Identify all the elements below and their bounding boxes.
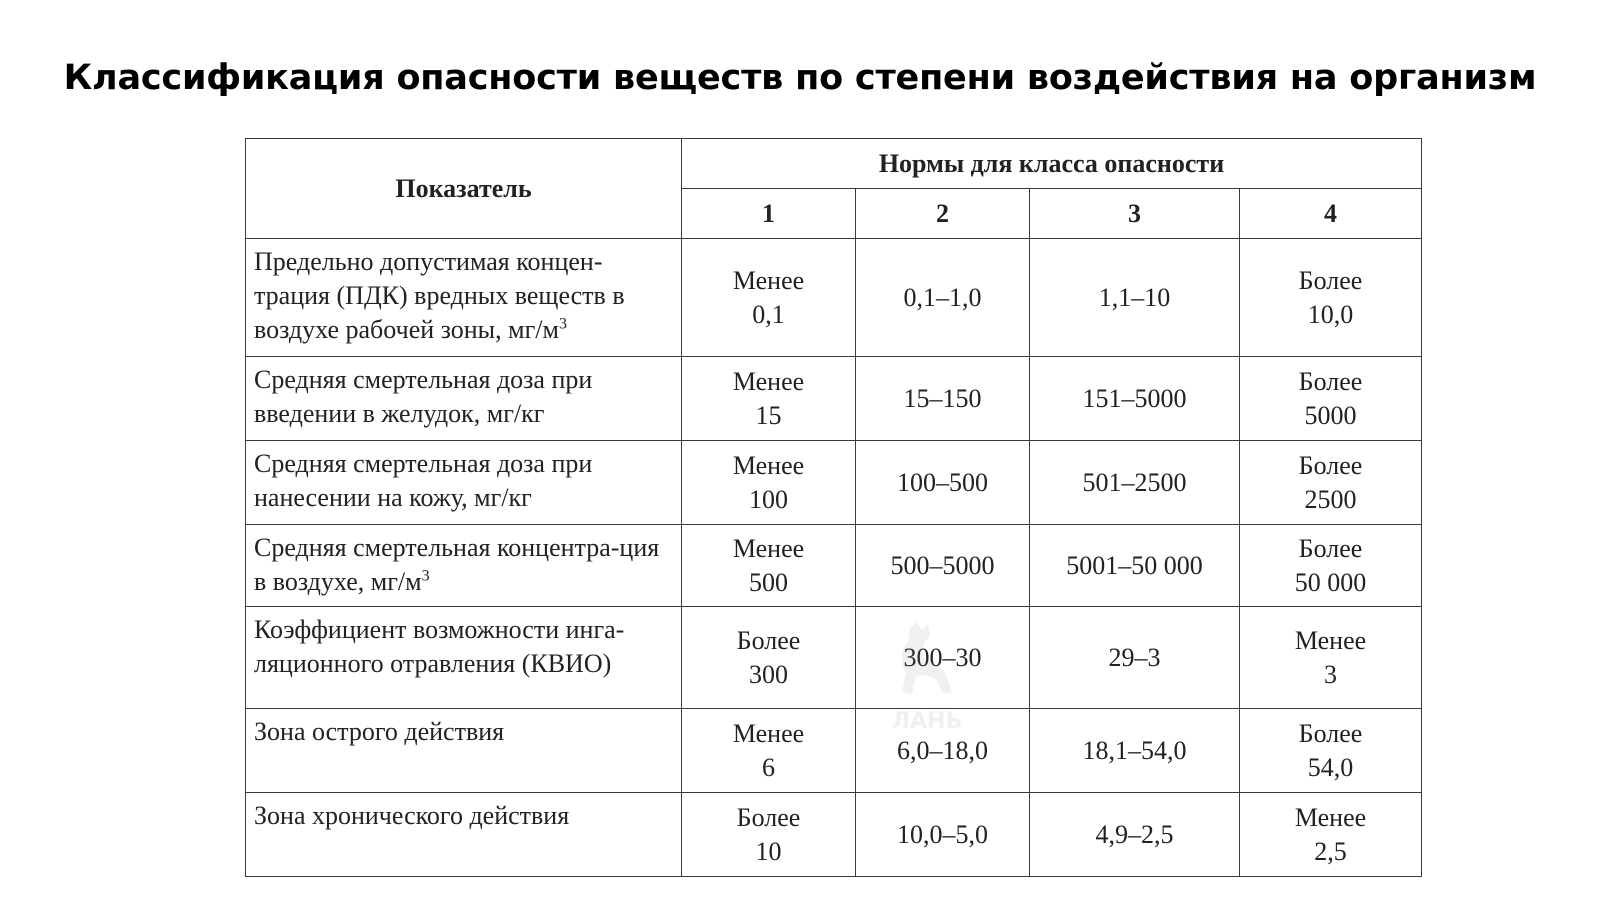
class-3-cell: 501–2500 bbox=[1030, 441, 1240, 525]
class-1-cell: Более 10 bbox=[682, 793, 856, 877]
class-3-cell: 4,9–2,5 bbox=[1030, 793, 1240, 877]
class-2-cell: 100–500 bbox=[856, 441, 1030, 525]
class-4-cell: Более 54,0 bbox=[1240, 709, 1422, 793]
indicator-header: Показатель bbox=[246, 139, 682, 239]
class-header-2: 2 bbox=[856, 189, 1030, 239]
class-4-cell: Более 10,0 bbox=[1240, 239, 1422, 357]
indicator-cell: Средняя смертельная концентра-ция в воздухе, $мг/м^3$ bbox=[246, 525, 682, 607]
indicator-cell: Средняя смертельная доза при введении в желудок, мг/кг bbox=[246, 357, 682, 441]
class-1-cell: Менее 100 bbox=[682, 441, 856, 525]
table-row bbox=[246, 441, 1422, 525]
class-2-cell: 300–30 bbox=[856, 607, 1030, 709]
class-1-cell: Более 300 bbox=[682, 607, 856, 709]
class-1-cell: Менее 0,1 bbox=[682, 239, 856, 357]
class-header-3: 3 bbox=[1030, 189, 1240, 239]
class-1-cell: Менее 500 bbox=[682, 525, 856, 607]
table-row bbox=[246, 607, 1422, 709]
class-4-cell: Менее 3 bbox=[1240, 607, 1422, 709]
class-4-cell: Более 5000 bbox=[1240, 357, 1422, 441]
class-2-cell: 0,1–1,0 bbox=[856, 239, 1030, 357]
class-2-cell: 15–150 bbox=[856, 357, 1030, 441]
class-header-1: 1 bbox=[682, 189, 856, 239]
class-3-cell: 29–3 bbox=[1030, 607, 1240, 709]
class-4-cell: Более 2500 bbox=[1240, 441, 1422, 525]
table-row bbox=[246, 239, 1422, 357]
class-3-cell: 1,1–10 bbox=[1030, 239, 1240, 357]
class-header-4: 4 bbox=[1240, 189, 1422, 239]
class-2-cell: 6,0–18,0 bbox=[856, 709, 1030, 793]
class-4-cell: Менее 2,5 bbox=[1240, 793, 1422, 877]
table-row bbox=[246, 357, 1422, 441]
class-4-cell: Более 50 000 bbox=[1240, 525, 1422, 607]
class-3-cell: 151–5000 bbox=[1030, 357, 1240, 441]
class-2-cell: 10,0–5,0 bbox=[856, 793, 1030, 877]
indicator-cell: Средняя смертельная доза при нанесении на кожу, мг/кг bbox=[246, 441, 682, 525]
indicator-cell: Зона хронического действия bbox=[246, 793, 682, 877]
class-3-cell: 5001–50 000 bbox=[1030, 525, 1240, 607]
table-row bbox=[246, 709, 1422, 793]
page-title: Классификация опасности веществ по степени воздействия на организм bbox=[63, 58, 1537, 98]
indicator-cell: Зона острого действия bbox=[246, 709, 682, 793]
table-row bbox=[246, 525, 1422, 607]
norms-header: Нормы для класса опасности bbox=[682, 139, 1422, 189]
table-row bbox=[246, 793, 1422, 877]
class-3-cell: 18,1–54,0 bbox=[1030, 709, 1240, 793]
indicator-cell: Предельно допустимая концен-трация (ПДК) вредных веществ в воздухе рабочей зоны, $мг/м^3$ bbox=[246, 239, 682, 357]
class-2-cell: 500–5000 bbox=[856, 525, 1030, 607]
class-1-cell: Менее 6 bbox=[682, 709, 856, 793]
hazard-classification-table bbox=[245, 138, 1422, 877]
class-1-cell: Менее 15 bbox=[682, 357, 856, 441]
watermark-text: ЛАНЬ bbox=[891, 709, 963, 734]
indicator-cell: Коэффициент возможности инга-ляционного отравления (КВИО) bbox=[246, 607, 682, 709]
